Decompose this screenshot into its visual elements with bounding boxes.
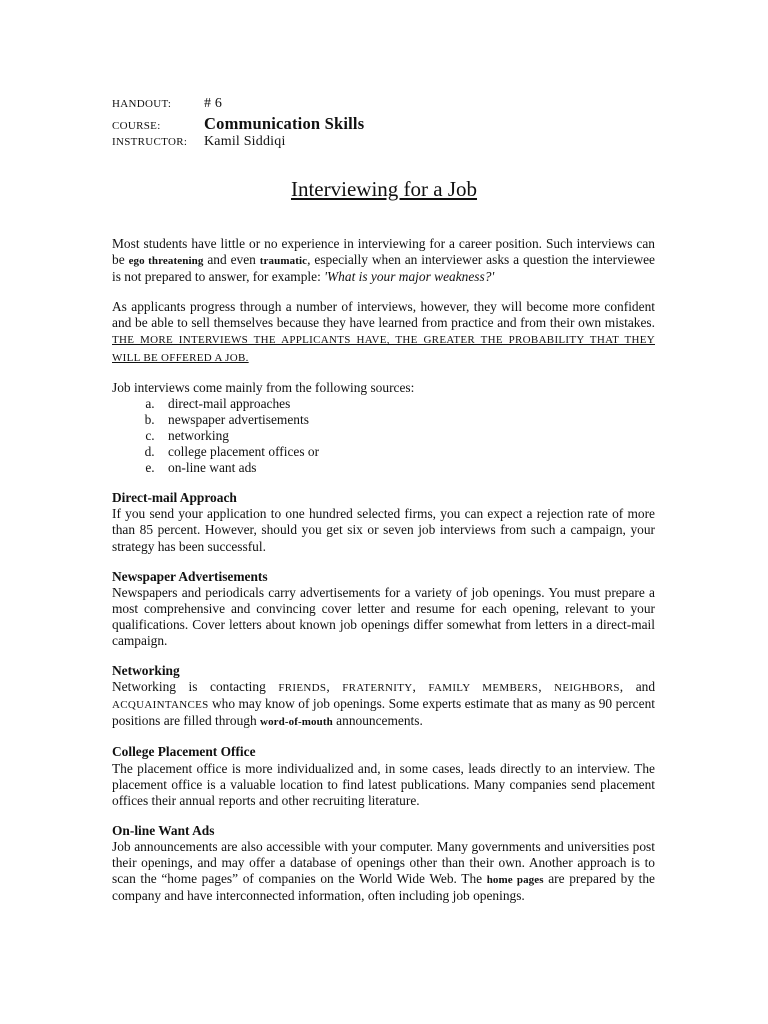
- instructor-row: [112, 134, 286, 150]
- section-heading: College Placement Office: [112, 744, 256, 760]
- section-online-ads: [112, 823, 655, 904]
- emphasis-probability: THE MORE INTERVIEWS THE APPLICANTS HAVE, THE GREATER THE PROBABILITY THAT THEY WILL BE OFFERED A JOB.: [112, 334, 655, 364]
- text-run: ,: [412, 679, 429, 695]
- example-question: 'What is your major weakness?': [324, 269, 495, 285]
- list-item: a. direct-mail approaches: [158, 396, 655, 412]
- handout-label: HANDOUT:: [112, 98, 172, 110]
- section-networking: [112, 663, 655, 730]
- list-item: e. on-line want ads: [158, 460, 655, 476]
- text-run: Most students have little or no experience in interviewing for a career position. Such interviews can be: [112, 236, 655, 268]
- text-run: are prepared by the company and have interconnected information, often including job openings.: [112, 871, 655, 904]
- emphasis-neighbors: NEIGHBORS: [554, 682, 620, 695]
- sources-intro: Job interviews come mainly from the following sources:: [112, 379, 415, 395]
- text-run: who may know of job openings. Some experts estimate that as many as 90 percent positions are filled through: [112, 696, 655, 729]
- text-run: , especially when an interviewer asks a question the interviewee is not prepared to answer, for example:: [112, 252, 655, 285]
- section-heading: On-line Want Ads: [112, 822, 215, 838]
- section-text: [112, 839, 655, 904]
- text-run: ,: [538, 679, 555, 695]
- text-run: Job announcements are also accessible with your computer. Many governments and universities post their openings, and may offer a database of openings other than their own. Another approach is to scan the “home pages” of companies on the World Wide Web. The: [112, 838, 655, 887]
- handout-row: [112, 96, 222, 112]
- section-heading: Newspaper Advertisements: [112, 568, 268, 584]
- section-direct-mail: [112, 490, 655, 554]
- sources-list: [112, 396, 655, 476]
- section-college-placement: [112, 744, 655, 808]
- emphasis-friends: FRIENDS: [278, 682, 327, 695]
- text-run: As applicants progress through a number of interviews, however, they will become more confident and be able to sell themselves because they have learned from practice and from their own mistakes.: [112, 299, 655, 331]
- section-text: The placement office is more individualized and, in some cases, leads directly to an interview. The placement office is a valuable location to find latest publications. Many companies send placement offices their annual reports and other recruiting literature.: [112, 760, 655, 808]
- section-text: If you send your application to one hundred selected firms, you can expect a rejection rate of more than 85 percent. However, should you get six or seven job interviews from such a campaign, your strategy has been successful.: [112, 506, 655, 554]
- section-text: Newspapers and periodicals carry advertisements for a variety of job openings. You must prepare a most comprehensive and convincing cover letter and resume for each opening, relevant to your qualifications. Cover letters about known job openings differ somewhat from letters in a direct-mail campaign.: [112, 584, 655, 648]
- handout-value: # 6: [204, 96, 223, 111]
- list-item: c. networking: [158, 428, 655, 444]
- emphasis-home-pages: home pages: [486, 874, 544, 887]
- intro-paragraph-2: [112, 299, 655, 365]
- section-text: [112, 679, 655, 730]
- emphasis-family-members: FAMILY MEMBERS: [428, 682, 539, 695]
- text-run: and even: [203, 252, 260, 268]
- text-run: , and: [619, 679, 656, 695]
- emphasis-word-of-mouth: word-of-mouth: [260, 716, 333, 729]
- emphasis-ego-threatening: ego threatening: [128, 255, 204, 268]
- intro-paragraph-1: [112, 236, 655, 285]
- course-row: [112, 114, 364, 134]
- emphasis-acquaintances: ACQUAINTANCES: [112, 699, 209, 712]
- list-item: d. college placement offices or: [158, 444, 655, 460]
- emphasis-traumatic: traumatic: [259, 255, 308, 268]
- emphasis-fraternity: FRATERNITY: [342, 682, 413, 695]
- text-run: ,: [326, 679, 343, 695]
- text-run: announcements.: [332, 713, 423, 729]
- course-value: Communication Skills: [204, 114, 365, 133]
- course-label: COURSE:: [112, 120, 161, 132]
- instructor-label: INSTRUCTOR:: [112, 136, 188, 148]
- document-body: [112, 236, 655, 918]
- instructor-value: Kamil Siddiqi: [204, 134, 286, 149]
- document-title: Interviewing for a Job: [290, 177, 478, 201]
- section-newspaper: [112, 569, 655, 649]
- list-item: b. newspaper advertisements: [158, 412, 655, 428]
- section-heading: Direct-mail Approach: [112, 490, 237, 506]
- text-run: Networking is contacting: [112, 679, 279, 695]
- section-heading: Networking: [112, 663, 180, 679]
